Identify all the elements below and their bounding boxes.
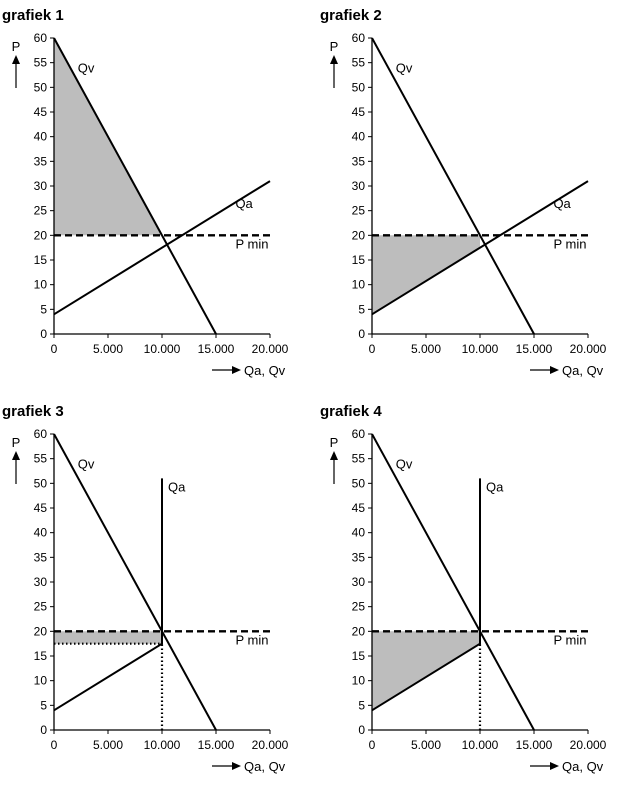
- y-axis-label: P: [11, 435, 21, 450]
- y-tick-label: 55: [351, 55, 365, 70]
- series-label-p-min: P min: [235, 236, 269, 252]
- chart-panel-grafiek-4: [318, 396, 634, 790]
- x-tick-label: 10.000: [461, 738, 499, 752]
- y-tick-label: 5: [358, 302, 365, 317]
- series-label-qv: Qv: [77, 456, 95, 472]
- x-axis-arrow-head: [550, 366, 559, 374]
- x-tick-label: 10.000: [461, 342, 499, 356]
- y-tick-label: 10: [33, 673, 47, 688]
- x-tick-label: 20.000: [251, 342, 289, 356]
- y-tick-label: 55: [351, 451, 365, 466]
- x-tick-label: 15.000: [515, 342, 553, 356]
- chart-panel-grafiek-3: [0, 396, 316, 790]
- y-tick-label: 0: [358, 327, 365, 341]
- y-axis-label: P: [329, 39, 339, 54]
- y-tick-label: 20: [33, 624, 47, 639]
- y-tick-label: 60: [351, 427, 365, 441]
- y-tick-label: 30: [33, 575, 47, 589]
- shaded-region: [54, 631, 162, 643]
- shaded-region: [372, 235, 480, 314]
- series-label-p-min: P min: [235, 632, 269, 648]
- y-tick-label: 20: [351, 624, 365, 639]
- y-tick-label: 30: [351, 575, 365, 589]
- x-tick-label: 0: [368, 738, 376, 752]
- x-axis-arrow-head: [550, 762, 559, 770]
- chart-svg: [0, 396, 316, 790]
- y-tick-label: 45: [351, 105, 365, 119]
- x-tick-label: 0: [368, 342, 376, 356]
- series-label-qv: Qv: [395, 456, 413, 472]
- y-tick-label: 35: [33, 550, 47, 565]
- x-axis-label: Qa, Qv: [562, 759, 604, 774]
- x-axis-label: Qa, Qv: [562, 363, 604, 378]
- y-axis-label: P: [329, 435, 339, 450]
- x-tick-label: 0: [50, 342, 58, 356]
- chart-title: grafiek 4: [320, 403, 382, 420]
- y-axis-label: P: [11, 39, 21, 54]
- y-tick-label: 15: [33, 649, 47, 663]
- x-axis-arrow-head: [232, 366, 241, 374]
- x-tick-label: 15.000: [515, 738, 553, 752]
- y-tick-label: 45: [33, 501, 47, 515]
- y-tick-label: 30: [33, 179, 47, 193]
- y-tick-label: 15: [351, 253, 365, 267]
- x-tick-label: 15.000: [197, 342, 235, 356]
- y-tick-label: 10: [33, 277, 47, 292]
- y-tick-label: 40: [33, 129, 47, 144]
- y-tick-label: 25: [33, 599, 47, 614]
- series-line-qa: [54, 478, 162, 710]
- chart-panel-grafiek-2: [318, 0, 634, 394]
- y-axis-arrow-head: [330, 55, 338, 64]
- y-tick-label: 10: [351, 673, 365, 688]
- x-tick-label: 5.000: [92, 738, 124, 752]
- x-axis-arrow-head: [232, 762, 241, 770]
- x-tick-label: 10.000: [143, 342, 181, 356]
- y-tick-label: 40: [351, 525, 365, 540]
- y-tick-label: 0: [358, 723, 365, 737]
- y-tick-label: 35: [351, 154, 365, 169]
- y-tick-label: 45: [33, 105, 47, 119]
- y-axis-arrow-head: [12, 55, 20, 64]
- y-tick-label: 30: [351, 179, 365, 193]
- x-tick-label: 20.000: [569, 342, 607, 356]
- y-tick-label: 20: [351, 228, 365, 243]
- chart-title: grafiek 1: [2, 7, 64, 24]
- chart-svg: [318, 0, 634, 394]
- y-axis-arrow-head: [12, 451, 20, 460]
- y-tick-label: 35: [351, 550, 365, 565]
- series-label-p-min: P min: [553, 236, 587, 252]
- x-tick-label: 0: [50, 738, 58, 752]
- x-axis-label: Qa, Qv: [244, 363, 286, 378]
- y-tick-label: 50: [351, 80, 365, 95]
- y-tick-label: 40: [33, 525, 47, 540]
- y-tick-label: 45: [351, 501, 365, 515]
- y-tick-label: 60: [33, 427, 47, 441]
- y-tick-label: 5: [40, 698, 47, 713]
- y-tick-label: 0: [40, 723, 47, 737]
- y-tick-label: 15: [351, 649, 365, 663]
- y-tick-label: 55: [33, 451, 47, 466]
- y-tick-label: 15: [33, 253, 47, 267]
- x-tick-label: 15.000: [197, 738, 235, 752]
- series-label-p-min: P min: [553, 632, 587, 648]
- y-tick-label: 40: [351, 129, 365, 144]
- chart-title: grafiek 2: [320, 7, 382, 24]
- x-tick-label: 5.000: [92, 342, 124, 356]
- series-label-qa: Qa: [553, 196, 571, 212]
- series-label-qv: Qv: [77, 60, 95, 76]
- y-tick-label: 10: [351, 277, 365, 292]
- y-tick-label: 55: [33, 55, 47, 70]
- series-label-qa: Qa: [235, 196, 253, 212]
- y-tick-label: 35: [33, 154, 47, 169]
- y-tick-label: 25: [33, 203, 47, 218]
- y-tick-label: 60: [351, 31, 365, 45]
- y-tick-label: 5: [40, 302, 47, 317]
- y-axis-arrow-head: [330, 451, 338, 460]
- series-label-qa: Qa: [168, 479, 186, 495]
- x-tick-label: 5.000: [410, 342, 442, 356]
- y-tick-label: 25: [351, 203, 365, 218]
- shaded-region: [372, 631, 480, 710]
- series-line-qv: [54, 434, 216, 730]
- chart-panel-grafiek-1: [0, 0, 316, 394]
- x-tick-label: 5.000: [410, 738, 442, 752]
- series-label-qv: Qv: [395, 60, 413, 76]
- x-tick-label: 20.000: [569, 738, 607, 752]
- y-tick-label: 50: [33, 80, 47, 95]
- chart-svg: [318, 396, 634, 790]
- y-tick-label: 0: [40, 327, 47, 341]
- x-tick-label: 10.000: [143, 738, 181, 752]
- x-axis-label: Qa, Qv: [244, 759, 286, 774]
- y-tick-label: 5: [358, 698, 365, 713]
- y-tick-label: 50: [33, 476, 47, 491]
- chart-title: grafiek 3: [2, 403, 64, 420]
- series-label-qa: Qa: [486, 479, 504, 495]
- y-tick-label: 60: [33, 31, 47, 45]
- x-tick-label: 20.000: [251, 738, 289, 752]
- y-tick-label: 50: [351, 476, 365, 491]
- y-tick-label: 20: [33, 228, 47, 243]
- chart-svg: [0, 0, 316, 394]
- y-tick-label: 25: [351, 599, 365, 614]
